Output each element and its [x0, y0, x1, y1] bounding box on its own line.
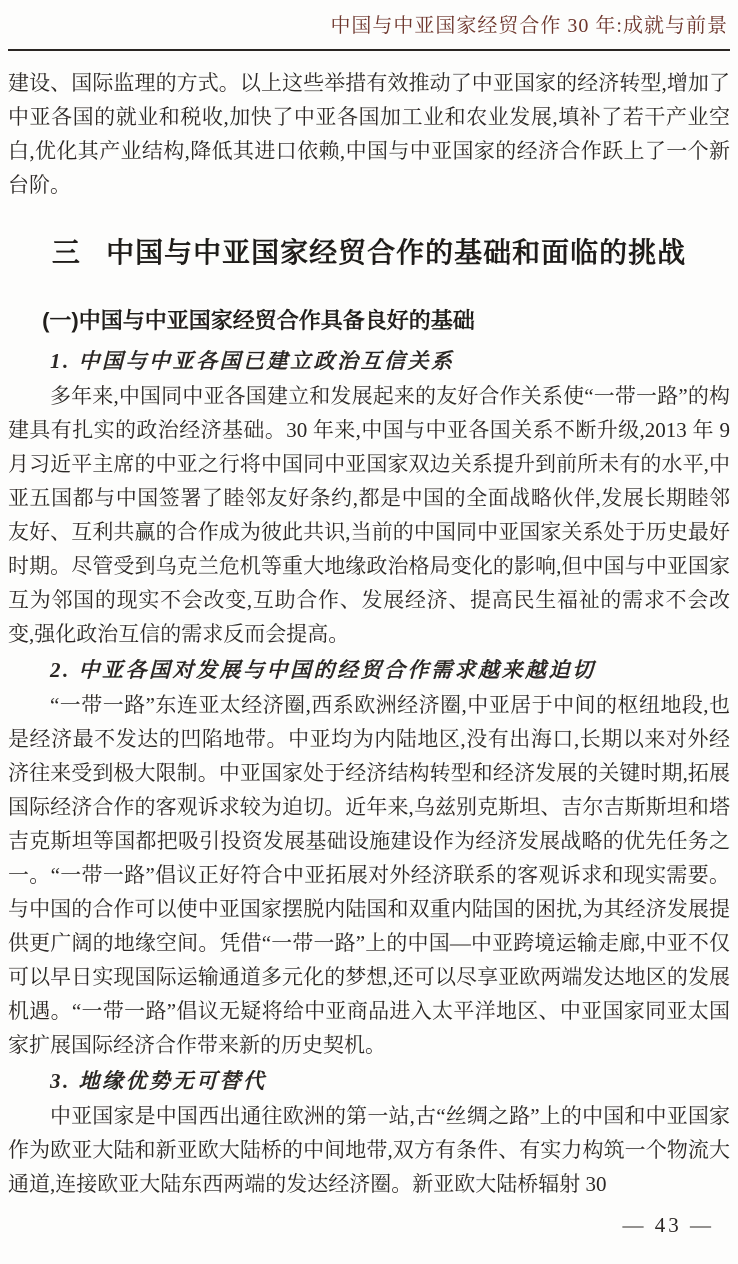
page-body: [8, 66, 730, 1201]
header-rule: [8, 49, 730, 51]
item-paragraph-2: “一带一路”东连亚太经济圈,西系欧洲经济圈,中亚居于中间的枢纽地段,也是经济最不发达的凹陷地带。中亚均为内陆地区,没有出海口,长期以来对外经济往来受到极大限制。中亚国家处于经济结构转型和经济发展的关键时期,拓展国际经济合作的客观诉求较为迫切。近年来,乌兹别克斯坦、吉尔吉斯斯坦和塔吉克斯坦等国都把吸引投资发展基础设施建设作为经济发展战略的优先任务之一。“一带一路”倡议正好符合中亚拓展对外经济联系的客观诉求和现实需要。与中国的合作可以使中亚国家摆脱内陆国和双重内陆国的困扰,为其经济发展提供更广阔的地缘空间。凭借“一带一路”上的中国—中亚跨境运输走廊,中亚不仅可以早日实现国际运输通道多元化的梦想,还可以尽享亚欧两端发达地区的发展机遇。“一带一路”倡议无疑将给中亚商品进入太平洋地区、中亚国家同亚太国家扩展国际经济合作带来新的历史契机。: [8, 693, 730, 1057]
item-paragraph-1: 多年来,中国同中亚各国建立和发展起来的友好合作关系使“一带一路”的构建具有扎实的政治经济基础。30 年来,中国与中亚各国关系不断升级,2013 年 9 月习近平主席的中亚之行将中国同中亚国家双边关系提升到前所未有的水平,中亚五国都与中国签署了睦邻友好条约,都是中国的全面战略伙伴,发展长期睦邻友好、互利共赢的合作成为彼此共识,当前的中国同中亚国家关系处于历史最好时期。尽管受到乌克兰危机等重大地缘政治格局变化的影响,但中国与中亚国家互为邻国的现实不会改变,互助合作、发展经济、提高民生福祉的需求不会改变,强化政治互信的需求反而会提高。: [8, 384, 730, 646]
page-number: — 43 —: [622, 1213, 714, 1237]
numbered-item-heading-2: 2. 中亚各国对发展与中国的经贸合作需求越来越迫切: [50, 658, 596, 682]
numbered-item-heading-3: 3. 地缘优势无可替代: [50, 1069, 267, 1093]
page-header: [8, 12, 730, 40]
section-number: 三: [51, 237, 81, 268]
continuation-paragraph: 建设、国际监理的方式。以上这些举措有效推动了中亚国家的经济转型,增加了中亚各国的就业和税收,加快了中亚各国加工业和农业发展,填补了若干产业空白,优化其产业结构,降低其进口依赖,中国与中亚国家的经济合作跃上了一个新台阶。: [8, 71, 730, 197]
item-paragraph-3: 中亚国家是中国西出通往欧洲的第一站,古“丝绸之路”上的中国和中亚国家作为欧亚大陆和新亚欧大陆桥的中间地带,双方有条件、有实力构筑一个物流大通道,连接欧亚大陆东西两端的发达经济圈。新亚欧大陆桥辐射 30: [8, 1104, 730, 1196]
section-title: 中国与中亚国家经贸合作的基础和面临的挑战: [106, 237, 687, 268]
subsection-heading: (一)中国与中亚国家经贸合作具备良好的基础: [42, 308, 475, 333]
numbered-item-heading-1: 1. 中国与中亚各国已建立政治互信关系: [50, 349, 455, 373]
running-title: 中国与中亚国家经贸合作 30 年:成就与前景: [330, 15, 728, 37]
section-heading: [8, 233, 730, 273]
